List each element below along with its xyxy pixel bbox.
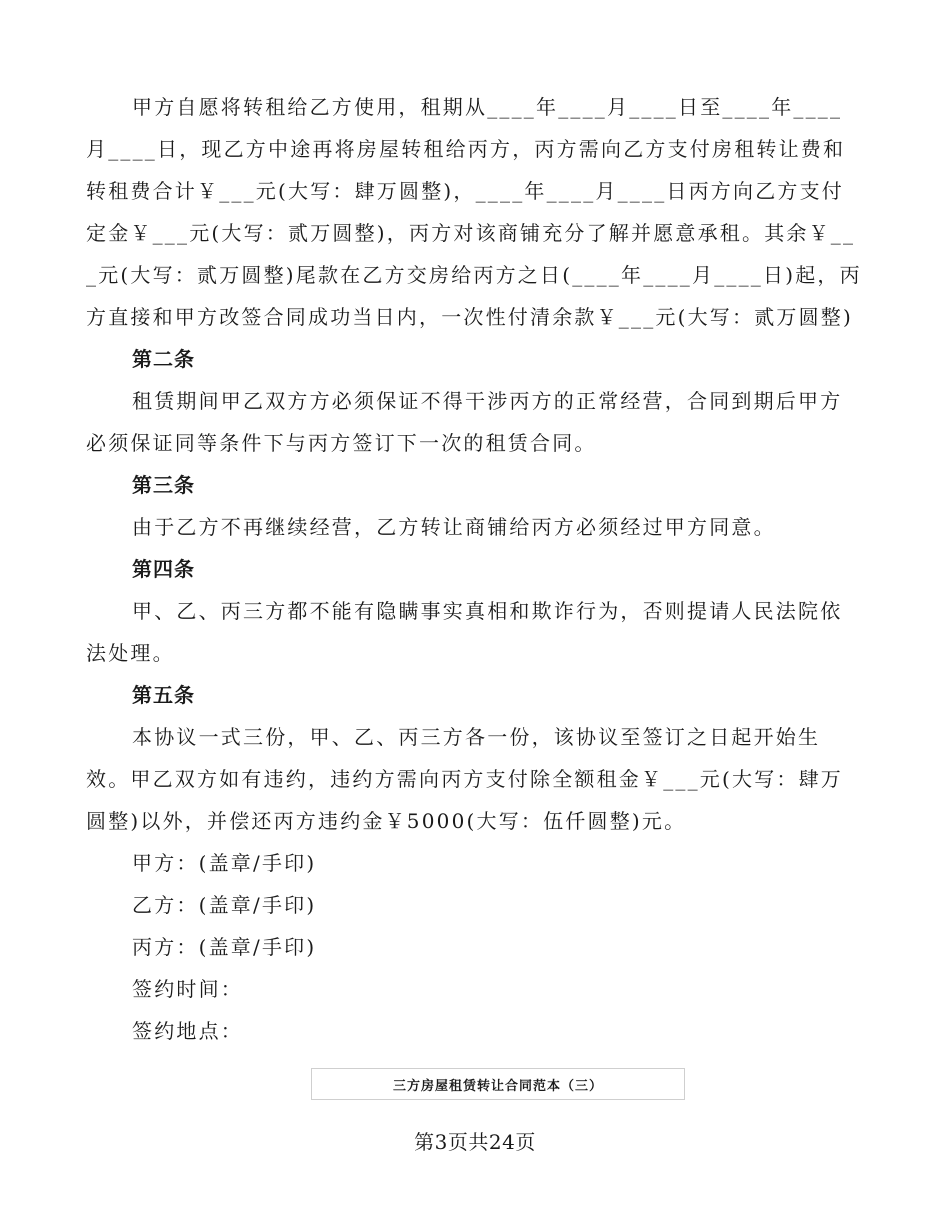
next-document-title-box (311, 1068, 685, 1100)
clause-2-heading: 第二条 (132, 347, 195, 371)
signing-place: 签约地点： (132, 1019, 243, 1043)
signature-party-b: 乙方：(盖章/手印) (132, 893, 317, 917)
page-number: 第3页共24页 (414, 1130, 536, 1154)
clause-1-paragraph: 甲方自愿将转租给乙方使用，租期从____年____月____日至____年____月____日，现乙方中途再将房屋转租给丙方，丙方需向乙方支付房租转让费和转租费合计￥___元(大写：肆万圆整)，____年____月____日丙方向乙方支付定金￥___元(大写：贰万圆整)，丙方对该商铺充分了解并愿意承租。其余￥___元(大写：贰万圆整)尾款在乙方交房给丙方之日(____年____月____日)起，丙方直接和甲方改签合同成功当日内，一次性付清余款￥___元(大写：贰万圆整) (86, 95, 862, 329)
next-document-title: 三方房屋租赁转让合同范本（三） (392, 1078, 603, 1094)
signature-party-a: 甲方：(盖章/手印) (132, 851, 317, 875)
signature-party-c: 丙方：(盖章/手印) (132, 935, 317, 959)
signing-time: 签约时间： (132, 977, 243, 1001)
clause-5-heading: 第五条 (132, 683, 195, 707)
clause-3-paragraph: 由于乙方不再继续经营，乙方转让商铺给丙方必须经过甲方同意。 (132, 515, 776, 539)
clause-4-paragraph: 甲、乙、丙三方都不能有隐瞒事实真相和欺诈行为，否则提请人民法院依法处理。 (86, 599, 843, 665)
clause-4-heading: 第四条 (132, 557, 195, 581)
document-body (86, 86, 864, 1052)
clause-2-paragraph: 租赁期间甲乙双方方必须保证不得干涉丙方的正常经营，合同到期后甲方必须保证同等条件下与丙方签订下一次的租赁合同。 (86, 389, 843, 455)
clause-5-paragraph: 本协议一式三份，甲、乙、丙三方各一份，该协议至签订之日起开始生效。甲乙双方如有违约，违约方需向丙方支付除全额租金￥___元(大写：肆万圆整)以外，并偿还丙方违约金￥5000(大写：伍仟圆整)元。 (86, 725, 844, 833)
clause-3-heading: 第三条 (132, 473, 195, 497)
